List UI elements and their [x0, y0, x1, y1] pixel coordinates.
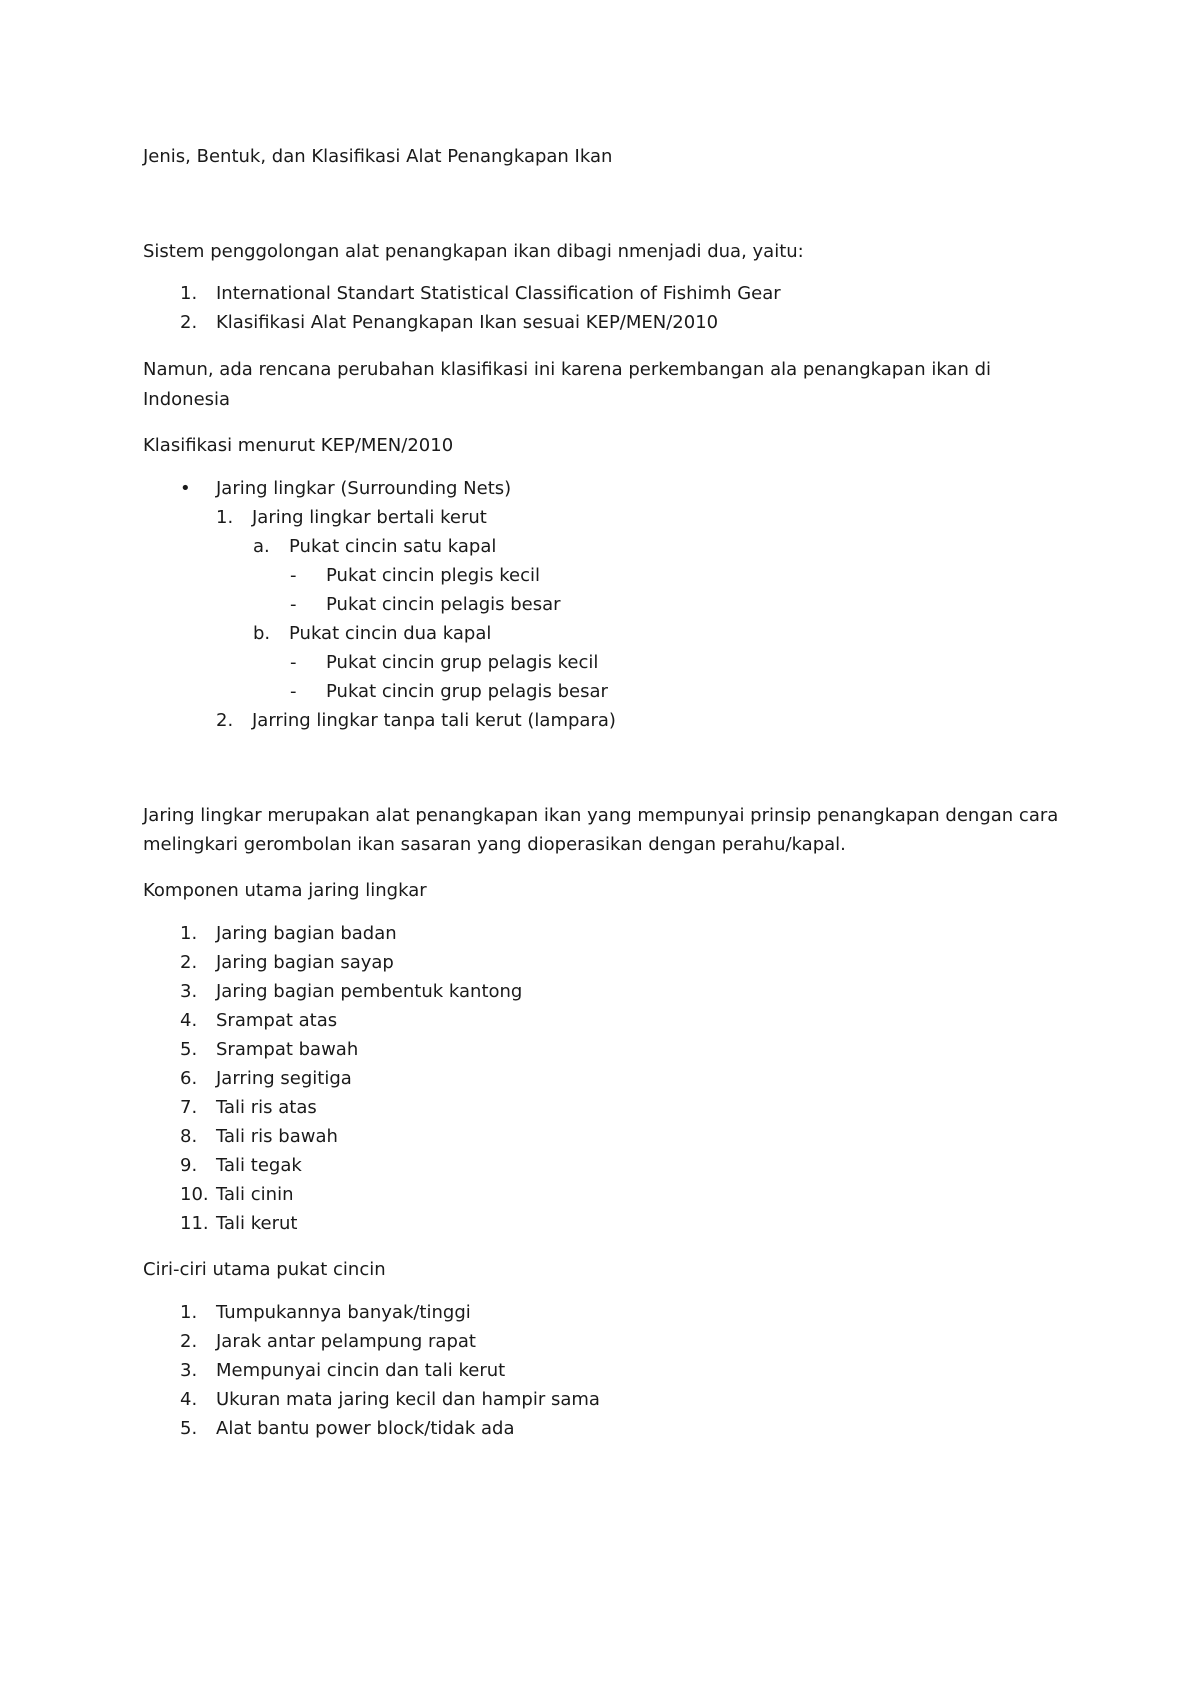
- list-text: Tali ris atas: [216, 1097, 317, 1118]
- list-text: Srampat bawah: [216, 1039, 359, 1060]
- list-text: Srampat atas: [216, 1010, 338, 1031]
- list-number: 9.: [180, 1155, 198, 1176]
- dash-marker: -: [290, 652, 297, 673]
- paragraph-line: Jaring lingkar merupakan alat penangkapan ikan yang mempunyai prinsip penangkapan dengan cara: [143, 805, 1059, 826]
- list-number: 2.: [180, 312, 198, 333]
- paragraph-line: melingkari gerombolan ikan sasaran yang dioperasikan dengan perahu/kapal.: [143, 834, 846, 855]
- tree-text: Jaring lingkar bertali kerut: [252, 507, 487, 528]
- list-number: 4.: [180, 1010, 198, 1031]
- ciri-heading: Ciri-ciri utama pukat cincin: [143, 1259, 386, 1280]
- list-number: 5.: [180, 1418, 198, 1439]
- komponen-heading: Komponen utama jaring lingkar: [143, 880, 427, 901]
- list-number: 1.: [180, 283, 198, 304]
- list-text: Mempunyai cincin dan tali kerut: [216, 1360, 506, 1381]
- list-number: 3.: [180, 981, 198, 1002]
- list-number: 2.: [180, 952, 198, 973]
- list-number: 1.: [180, 923, 198, 944]
- tree-number: 2.: [216, 710, 234, 731]
- tree-text: Pukat cincin pelagis besar: [326, 594, 561, 615]
- tree-text: Pukat cincin satu kapal: [289, 536, 497, 557]
- tree-number: a.: [253, 536, 270, 557]
- tree-text: Jaring lingkar (Surrounding Nets): [216, 478, 512, 499]
- list-text: Jarak antar pelampung rapat: [216, 1331, 476, 1352]
- tree-number: b.: [253, 623, 271, 644]
- list-number: 4.: [180, 1389, 198, 1410]
- list-text: Tali tegak: [216, 1155, 302, 1176]
- list-text: Ukuran mata jaring kecil dan hampir sama: [216, 1389, 600, 1410]
- list-number: 3.: [180, 1360, 198, 1381]
- list-text: Tali kerut: [216, 1213, 298, 1234]
- dash-marker: -: [290, 594, 297, 615]
- tree-number: 1.: [216, 507, 234, 528]
- list-text: Jaring bagian sayap: [216, 952, 394, 973]
- list-number: 1.: [180, 1302, 198, 1323]
- dash-marker: -: [290, 565, 297, 586]
- list-number: 5.: [180, 1039, 198, 1060]
- document-title: Jenis, Bentuk, dan Klasifikasi Alat Penangkapan Ikan: [143, 146, 613, 167]
- list-text: Jaring bagian badan: [216, 923, 397, 944]
- list-number: 10.: [180, 1184, 209, 1205]
- list-text: Jaring bagian pembentuk kantong: [216, 981, 523, 1002]
- list-text: Tali cinin: [216, 1184, 294, 1205]
- list-text: Jarring segitiga: [216, 1068, 352, 1089]
- list-number: 7.: [180, 1097, 198, 1118]
- list-text: Klasifikasi Alat Penangkapan Ikan sesuai KEP/MEN/2010: [216, 312, 719, 333]
- list-number: 2.: [180, 1331, 198, 1352]
- intro-paragraph: Sistem penggolongan alat penangkapan ikan dibagi nmenjadi dua, yaitu:: [143, 241, 804, 262]
- list-number: 6.: [180, 1068, 198, 1089]
- tree-text: Pukat cincin grup pelagis kecil: [326, 652, 599, 673]
- dash-marker: -: [290, 681, 297, 702]
- list-number: 8.: [180, 1126, 198, 1147]
- list-text: Alat bantu power block/tidak ada: [216, 1418, 515, 1439]
- tree-text: Pukat cincin dua kapal: [289, 623, 492, 644]
- paragraph-line: Namun, ada rencana perubahan klasifikasi ini karena perkembangan ala penangkapan ikan di: [143, 359, 992, 380]
- list-text: Tumpukannya banyak/tinggi: [216, 1302, 471, 1323]
- tree-text: Pukat cincin plegis kecil: [326, 565, 540, 586]
- tree-text: Pukat cincin grup pelagis besar: [326, 681, 608, 702]
- tree-text: Jarring lingkar tanpa tali kerut (lampara): [252, 710, 616, 731]
- bullet-icon: •: [180, 478, 191, 499]
- list-text: International Standart Statistical Classification of Fishimh Gear: [216, 283, 781, 304]
- paragraph-line: Indonesia: [143, 389, 231, 410]
- list-text: Tali ris bawah: [216, 1126, 338, 1147]
- list-number: 11.: [180, 1213, 209, 1234]
- klasifikasi-heading: Klasifikasi menurut KEP/MEN/2010: [143, 435, 454, 456]
